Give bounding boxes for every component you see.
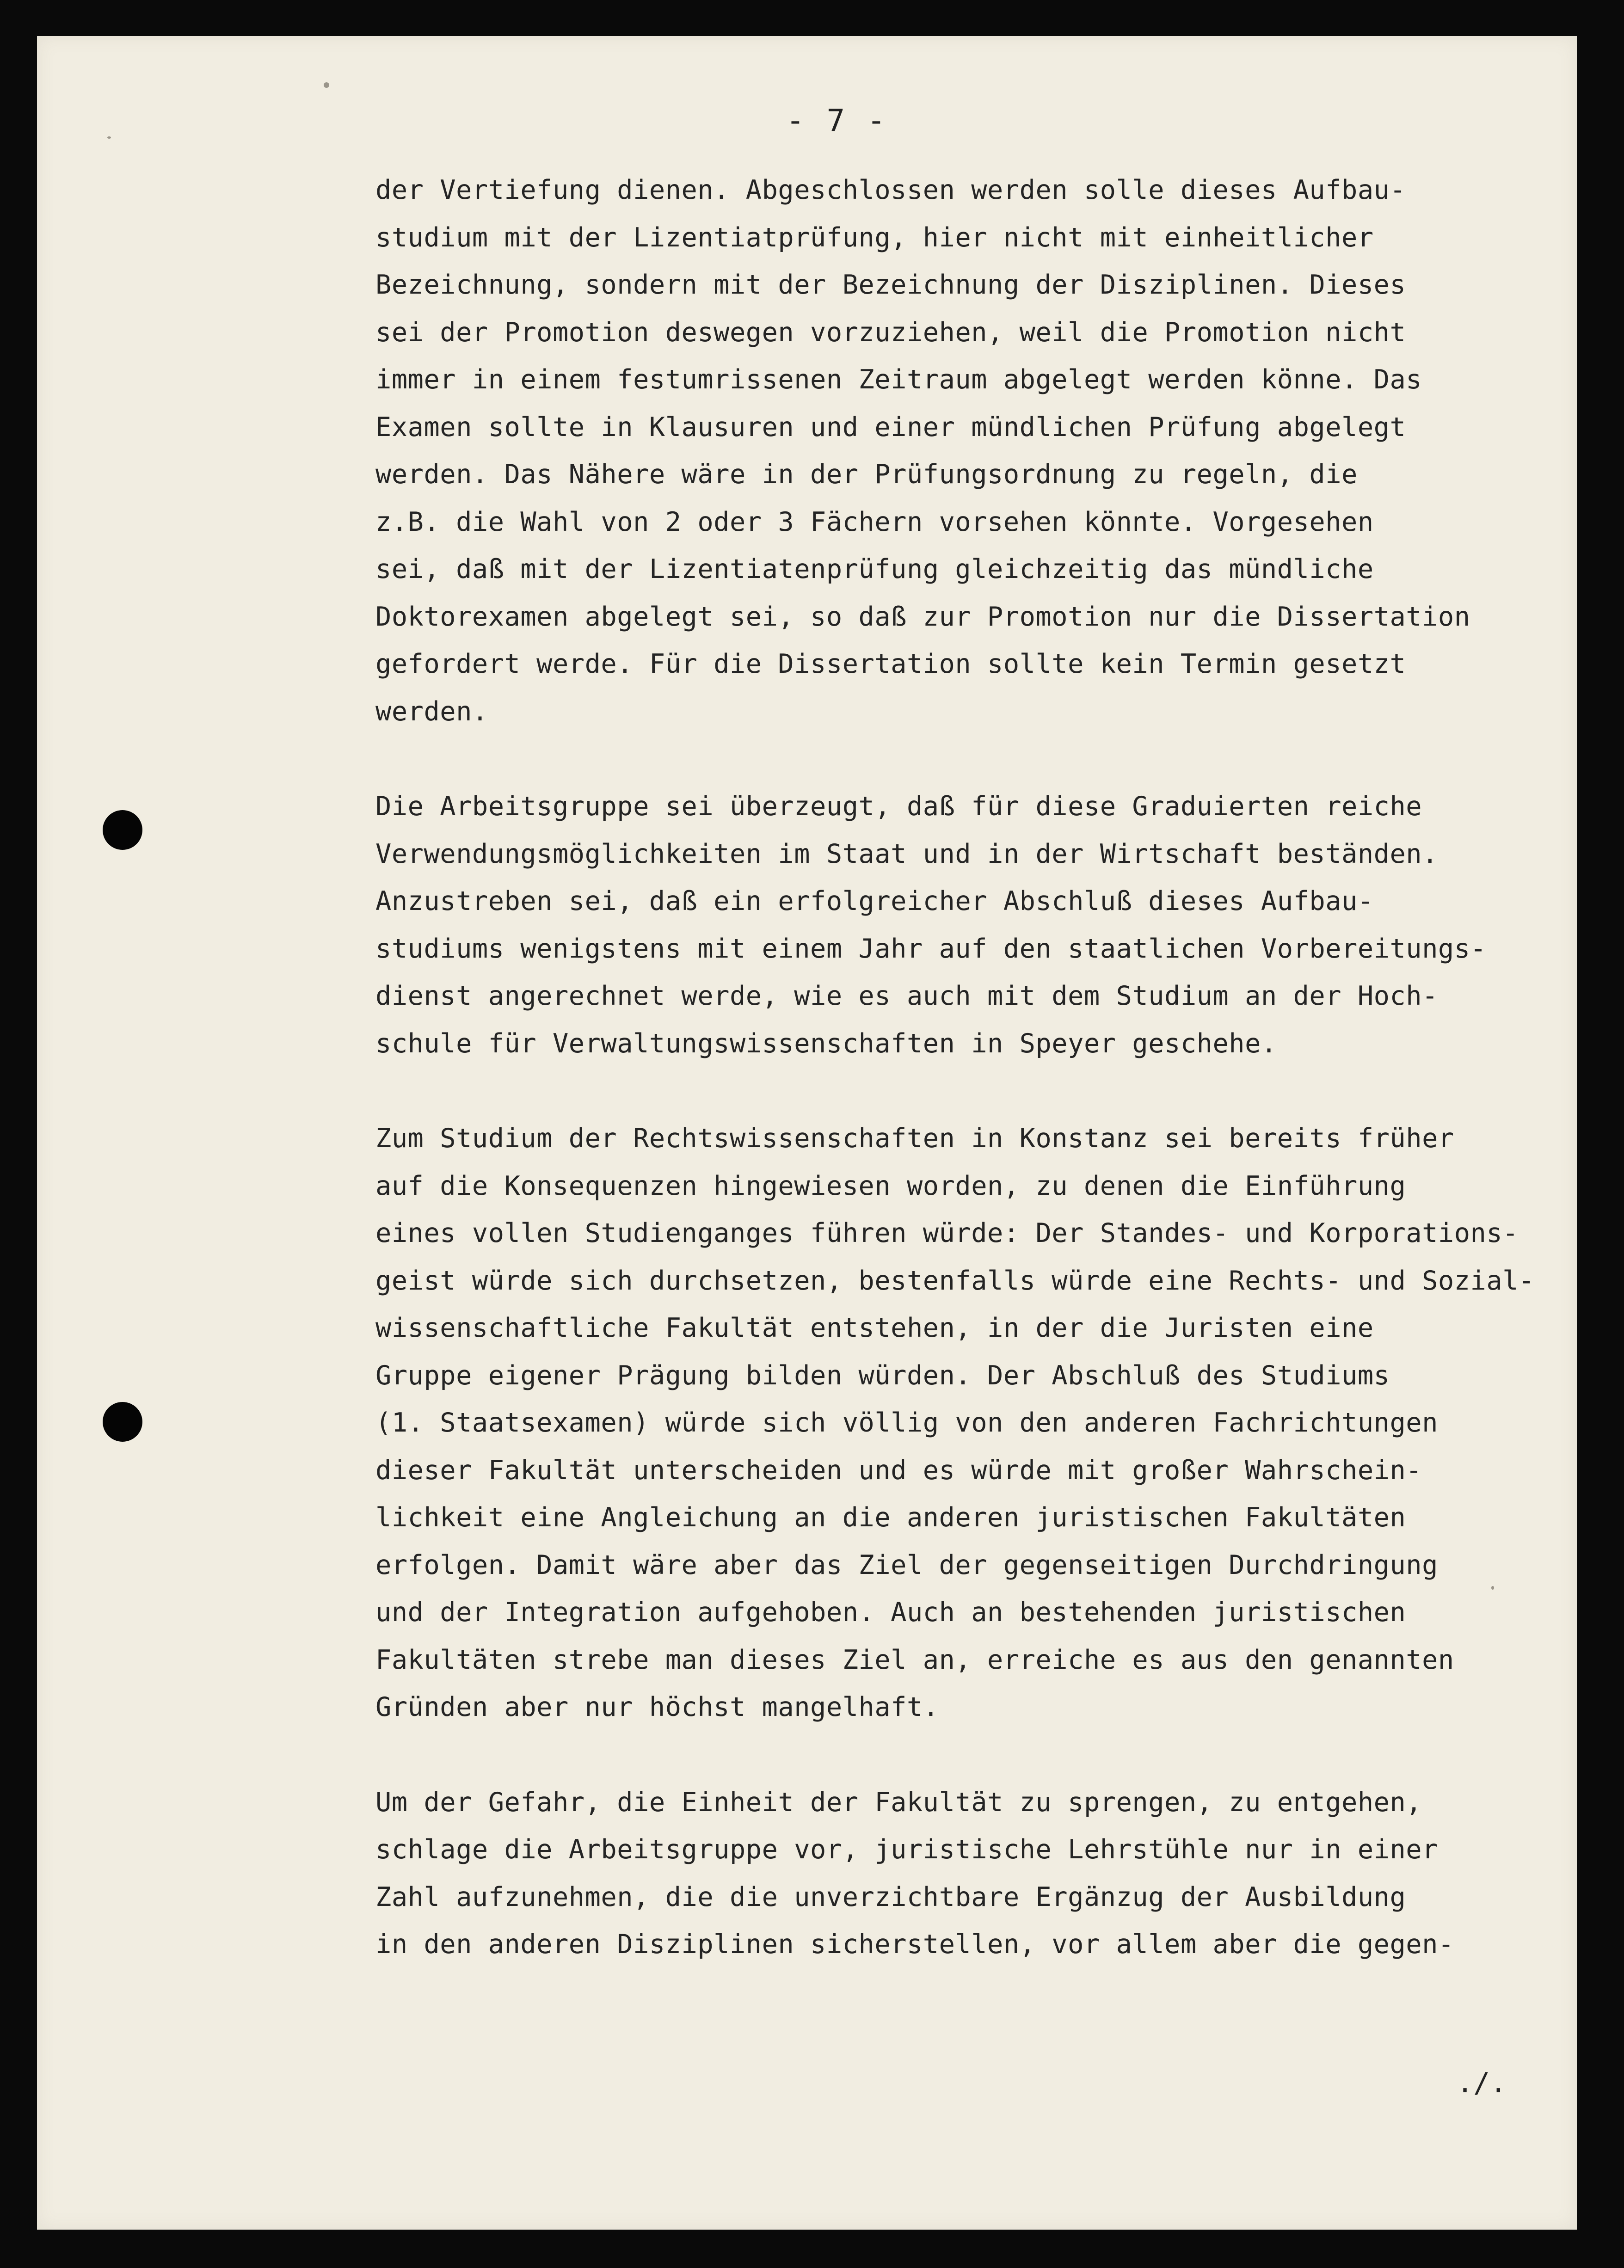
text-line: eines vollen Studienganges führen würde: Der Standes- und Korporations- [375,1218,1519,1248]
text-line: Verwendungsmöglichkeiten im Staat und in der Wirtschaft beständen. [375,838,1438,869]
text-line: der Vertiefung dienen. Abgeschlossen werden solle dieses Aufbau- [375,175,1406,205]
text-line: Gruppe eigener Prägung bilden würden. Der Abschluß des Studiums [375,1360,1390,1391]
text-line: (1. Staatsexamen) würde sich völlig von den anderen Fachrichtungen [375,1408,1438,1438]
text-line: und der Integration aufgehoben. Auch an bestehenden juristischen [375,1597,1406,1628]
text-line: dieser Fakultät unterscheiden und es würde mit großer Wahrschein- [375,1455,1422,1486]
text-line: Die Arbeitsgruppe sei überzeugt, daß für diese Graduierten reiche [375,791,1422,822]
text-line: Fakultäten strebe man dieses Ziel an, erreiche es aus den genannten [375,1644,1454,1675]
paragraph [375,783,1578,1067]
text-line: Examen sollte in Klausuren und einer mündlichen Prüfung abgelegt [375,412,1406,443]
text-line: auf die Konsequenzen hingewiesen worden, zu denen die Einführung [375,1170,1406,1201]
punch-hole-top [103,810,142,850]
text-line: Bezeichnung, sondern mit der Bezeichnung der Disziplinen. Dieses [375,270,1406,300]
text-line: sei, daß mit der Lizentiatenprüfung gleichzeitig das mündliche [375,554,1374,584]
punch-hole-bottom [103,1402,142,1442]
body-text [375,166,1578,1968]
text-line: Doktorexamen abgelegt sei, so daß zur Promotion nur die Dissertation [375,601,1470,632]
dust-speck [324,82,329,88]
dust-speck [107,136,111,139]
text-line: lichkeit eine Angleichung an die anderen juristischen Fakultäten [375,1502,1406,1533]
text-line: Zahl aufzunehmen, die die unverzichtbare Ergänzug der Ausbildung [375,1881,1406,1912]
text-line: geist würde sich durchsetzen, bestenfalls würde eine Rechts- und Sozial- [375,1265,1535,1296]
text-line: studiums wenigstens mit einem Jahr auf den staatlichen Vorbereitungs- [375,933,1487,964]
text-line: Gründen aber nur höchst mangelhaft. [375,1692,939,1722]
text-line: sei der Promotion deswegen vorzuziehen, weil die Promotion nicht [375,317,1406,348]
text-line: immer in einem festumrissenen Zeitraum abgelegt werden könne. Das [375,364,1422,395]
text-line: studium mit der Lizentiatprüfung, hier nicht mit einheitlicher [375,222,1374,253]
text-line: gefordert werde. Für die Dissertation sollte kein Termin gesetzt [375,649,1406,679]
paragraph [375,1115,1578,1731]
text-line: wissenschaftliche Fakultät entstehen, in der die Juristen eine [375,1313,1374,1343]
text-line: schlage die Arbeitsgruppe vor, juristische Lehrstühle nur in einer [375,1834,1438,1865]
text-line: Um der Gefahr, die Einheit der Fakultät zu sprengen, zu entgehen, [375,1787,1422,1818]
text-line: erfolgen. Damit wäre aber das Ziel der gegenseitigen Durchdringung [375,1549,1438,1580]
page-number: - 7 - [786,103,887,138]
text-line: werden. Das Nähere wäre in der Prüfungsordnung zu regeln, die [375,459,1358,490]
text-line: werden. [375,696,488,727]
text-line: Zum Studium der Rechtswissenschaften in Konstanz sei bereits früher [375,1123,1454,1154]
text-line: z.B. die Wahl von 2 oder 3 Fächern vorsehen könnte. Vorgesehen [375,506,1374,537]
continuation-mark: ./. [1457,2067,1507,2099]
text-line: schule für Verwaltungswissenschaften in Speyer geschehe. [375,1028,1277,1059]
text-line: dienst angerechnet werde, wie es auch mit dem Studium an der Hoch- [375,981,1438,1011]
text-line: Anzustreben sei, daß ein erfolgreicher Abschluß dieses Aufbau- [375,886,1374,916]
text-line: in den anderen Disziplinen sicherstellen, vor allem aber die gegen- [375,1929,1454,1960]
paragraph [375,166,1578,735]
paragraph [375,1779,1578,1968]
